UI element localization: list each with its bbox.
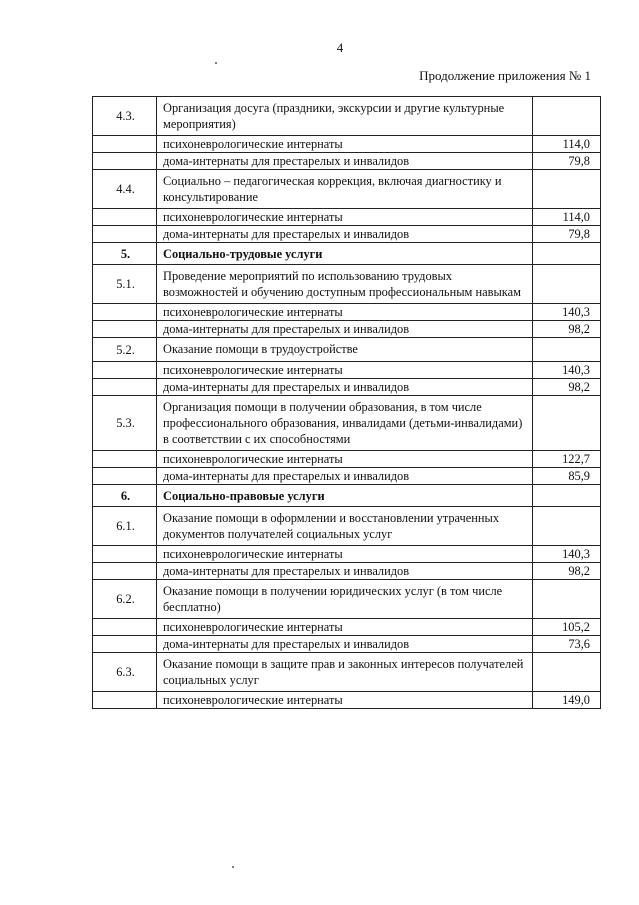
institution-row	[93, 636, 601, 653]
row-text-cell: психоневрологические интернаты	[157, 619, 533, 636]
row-text-cell: Оказание помощи в получении юридических услуг (в том числе бесплатно)	[157, 580, 533, 619]
scan-speck	[215, 62, 217, 64]
institution-row	[93, 153, 601, 170]
row-text-cell: психоневрологические интернаты	[157, 451, 533, 468]
row-text-cell: Социально-трудовые услуги	[157, 243, 533, 265]
row-text-cell: дома-интернаты для престарелых и инвалидов	[157, 636, 533, 653]
row-value-cell: 98,2	[533, 563, 601, 580]
row-number-cell	[93, 153, 157, 170]
row-number-cell: 5.3.	[93, 396, 157, 451]
row-number-cell	[93, 451, 157, 468]
row-number-cell	[93, 379, 157, 396]
row-value-cell	[533, 507, 601, 546]
row-text-cell: дома-интернаты для престарелых и инвалидов	[157, 153, 533, 170]
row-number-cell	[93, 209, 157, 226]
row-text-cell: дома-интернаты для престарелых и инвалидов	[157, 226, 533, 243]
row-number-cell	[93, 636, 157, 653]
row-value-cell: 122,7	[533, 451, 601, 468]
row-number-cell: 6.1.	[93, 507, 157, 546]
row-number-cell: 5.	[93, 243, 157, 265]
row-value-cell: 79,8	[533, 153, 601, 170]
row-number-cell: 6.3.	[93, 653, 157, 692]
service-row	[93, 507, 601, 546]
institution-row	[93, 209, 601, 226]
row-number-cell: 5.2.	[93, 338, 157, 362]
row-number-cell	[93, 226, 157, 243]
row-number-cell	[93, 468, 157, 485]
row-number-cell	[93, 362, 157, 379]
row-value-cell	[533, 653, 601, 692]
row-number-cell: 6.2.	[93, 580, 157, 619]
row-text-cell: дома-интернаты для престарелых и инвалидов	[157, 321, 533, 338]
row-text-cell: Организация досуга (праздники, экскурсии и другие культурные мероприятия)	[157, 97, 533, 136]
row-text-cell: дома-интернаты для престарелых и инвалидов	[157, 563, 533, 580]
row-value-cell: 140,3	[533, 362, 601, 379]
row-value-cell: 85,9	[533, 468, 601, 485]
row-value-cell	[533, 265, 601, 304]
row-value-cell: 140,3	[533, 304, 601, 321]
row-number-cell	[93, 304, 157, 321]
scan-speck	[232, 866, 234, 868]
institution-row	[93, 451, 601, 468]
service-row	[93, 396, 601, 451]
row-number-cell: 5.1.	[93, 265, 157, 304]
page-number: 4	[336, 40, 344, 55]
row-number-cell	[93, 136, 157, 153]
row-number-cell: 6.	[93, 485, 157, 507]
row-text-cell: дома-интернаты для престарелых и инвалидов	[157, 468, 533, 485]
institution-row	[93, 379, 601, 396]
institution-row	[93, 226, 601, 243]
institution-row	[93, 136, 601, 153]
row-text-cell: психоневрологические интернаты	[157, 209, 533, 226]
row-text-cell: психоневрологические интернаты	[157, 362, 533, 379]
service-row	[93, 580, 601, 619]
row-value-cell: 114,0	[533, 209, 601, 226]
row-text-cell: дома-интернаты для престарелых и инвалидов	[157, 379, 533, 396]
service-row	[93, 97, 601, 136]
row-number-cell	[93, 546, 157, 563]
institution-row	[93, 692, 601, 709]
service-row	[93, 170, 601, 209]
row-number-cell: 4.4.	[93, 170, 157, 209]
row-text-cell: Оказание помощи в защите прав и законных интересов получателей социальных услуг	[157, 653, 533, 692]
row-value-cell	[533, 485, 601, 507]
institution-row	[93, 619, 601, 636]
service-row	[93, 653, 601, 692]
row-value-cell	[533, 580, 601, 619]
row-text-cell: психоневрологические интернаты	[157, 692, 533, 709]
row-value-cell: 140,3	[533, 546, 601, 563]
row-text-cell: Проведение мероприятий по использованию трудовых возможностей и обучению доступным профессиональным навыкам	[157, 265, 533, 304]
institution-row	[93, 563, 601, 580]
row-text-cell: Оказание помощи в трудоустройстве	[157, 338, 533, 362]
section-row	[93, 243, 601, 265]
row-text-cell: психоневрологические интернаты	[157, 136, 533, 153]
row-value-cell	[533, 338, 601, 362]
table-body	[93, 97, 601, 709]
row-text-cell: Оказание помощи в оформлении и восстановлении утраченных документов получателей социальных услуг	[157, 507, 533, 546]
row-value-cell	[533, 243, 601, 265]
institution-row	[93, 546, 601, 563]
institution-row	[93, 321, 601, 338]
appendix-note: Продолжение приложения № 1	[419, 68, 591, 83]
row-value-cell: 98,2	[533, 321, 601, 338]
row-value-cell: 105,2	[533, 619, 601, 636]
row-value-cell: 98,2	[533, 379, 601, 396]
row-text-cell: психоневрологические интернаты	[157, 304, 533, 321]
row-value-cell: 149,0	[533, 692, 601, 709]
institution-row	[93, 468, 601, 485]
institution-row	[93, 304, 601, 321]
row-value-cell	[533, 170, 601, 209]
institution-row	[93, 362, 601, 379]
row-value-cell: 73,6	[533, 636, 601, 653]
row-value-cell: 114,0	[533, 136, 601, 153]
tariff-table	[92, 96, 601, 709]
row-text-cell: Социально – педагогическая коррекция, включая диагностику и консультирование	[157, 170, 533, 209]
service-row	[93, 338, 601, 362]
row-number-cell	[93, 321, 157, 338]
row-text-cell: психоневрологические интернаты	[157, 546, 533, 563]
service-row	[93, 265, 601, 304]
row-number-cell	[93, 563, 157, 580]
row-text-cell: Организация помощи в получении образования, в том числе профессионального образования, инвалидами (детьми-инвалидами) в соответствии с их способностями	[157, 396, 533, 451]
row-number-cell: 4.3.	[93, 97, 157, 136]
row-text-cell: Социально-правовые услуги	[157, 485, 533, 507]
row-number-cell	[93, 619, 157, 636]
section-row	[93, 485, 601, 507]
row-number-cell	[93, 692, 157, 709]
row-value-cell	[533, 396, 601, 451]
row-value-cell: 79,8	[533, 226, 601, 243]
row-value-cell	[533, 97, 601, 136]
